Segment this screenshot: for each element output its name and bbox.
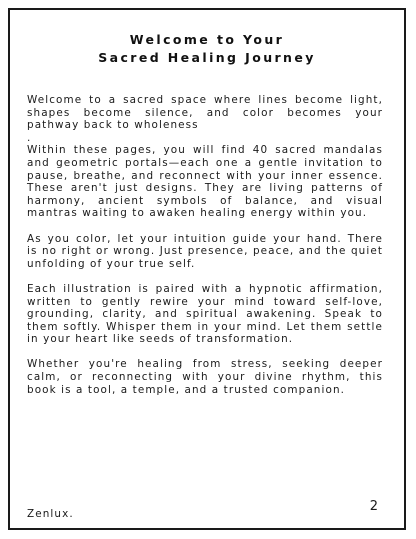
body-text [27,94,383,409]
paragraph-period: . [27,131,32,144]
title-line-2: Sacred Healing Journey [98,50,316,65]
paragraph-within-pages: Within these pages, you will find 40 sacred mandalas and geometric portals—each one a gentle invitation to pause, breathe, and reconnect with your inner essence. These aren't just designs. They are living patterns of harmony, ancient symbols of balance, and visual mantras waiting to awaken healing energy within you. [27,144,383,220]
paragraph-whether-healing: Whether you're healing from stress, seeking deeper calm, or reconnecting with your divine rhythm, this book is a tool, a temple, and a trusted companion. [27,358,383,396]
page-number: 2 [369,499,378,514]
page-frame [8,8,406,530]
signature: Zenlux. [27,508,74,520]
page-title [10,31,404,67]
paragraph-intro: Welcome to a sacred space where lines become light, shapes become silence, and color becomes your pathway back to wholeness [27,94,383,132]
title-line-1: Welcome to Your [129,32,285,47]
paragraph-as-you-color: As you color, let your intuition guide your hand. There is no right or wrong. Just presence, peace, and the quiet unfolding of your true self. [27,232,383,270]
paragraph-each-illustration: Each illustration is paired with a hypnotic affirmation, written to gently rewire your mind toward self-love, grounding, clarity, and spiritual awakening. Speak to them softly. Whisper them in your mind. Let them settle in your heart like seeds of transformation. [27,282,383,346]
